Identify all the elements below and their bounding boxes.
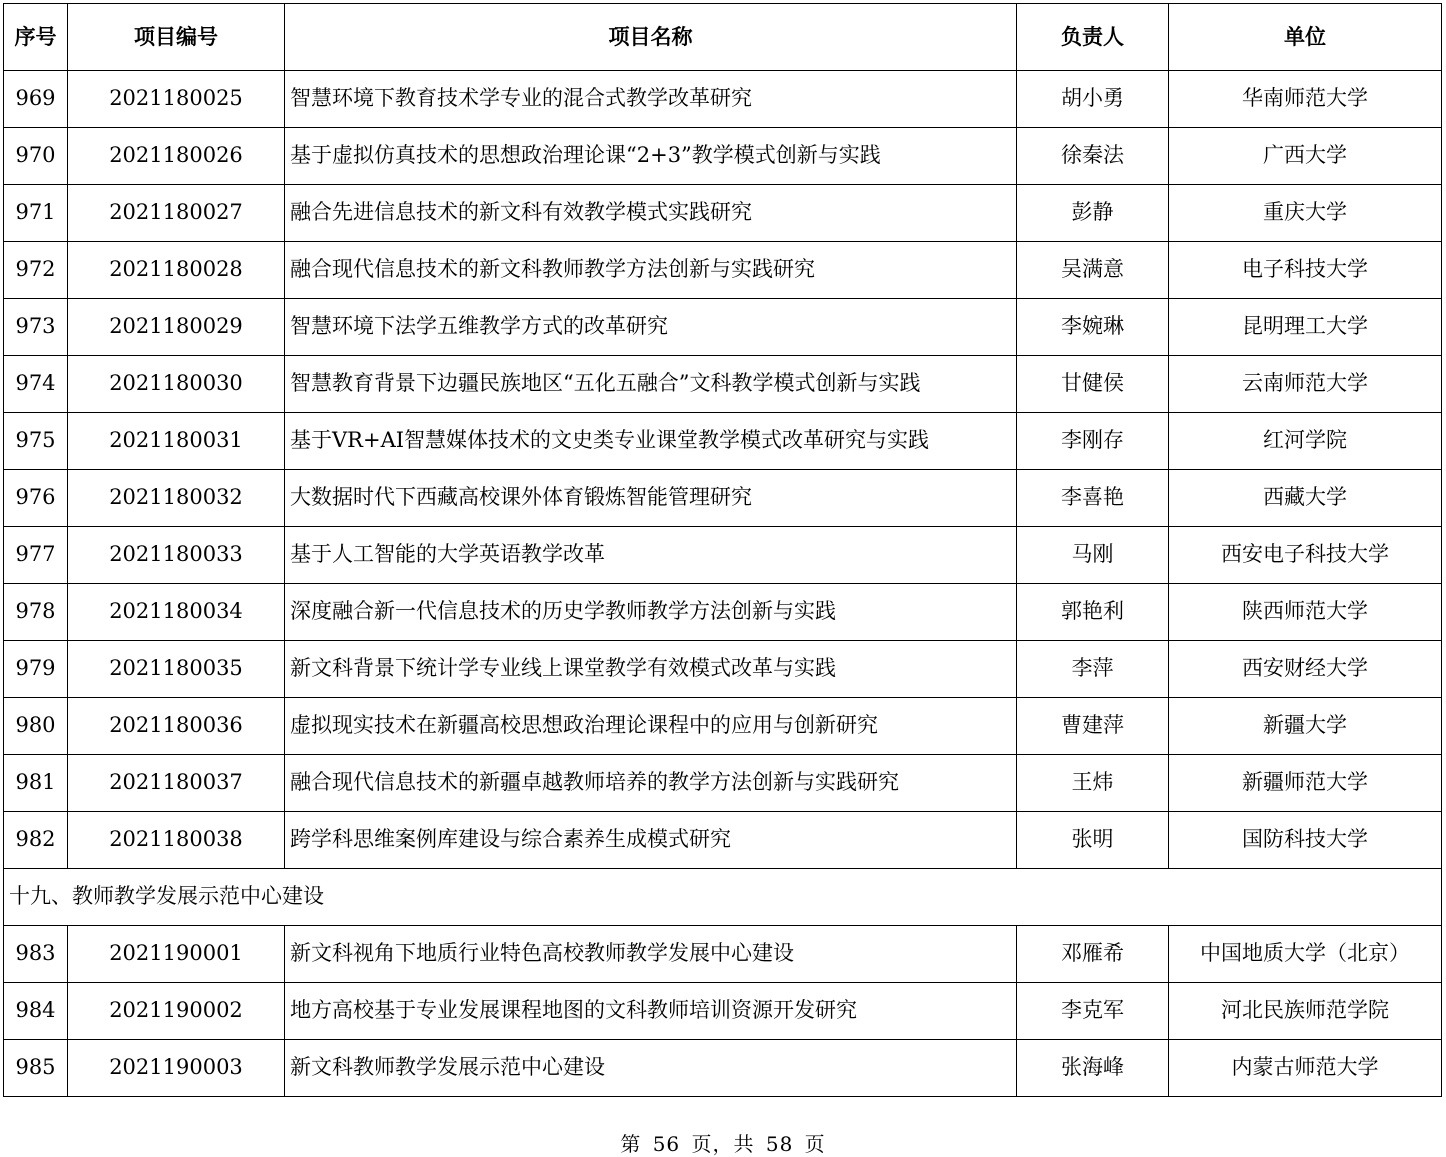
cell-leader: 李萍 (1017, 641, 1169, 698)
cell-leader: 曹建萍 (1017, 698, 1169, 755)
cell-unit: 新疆大学 (1169, 698, 1442, 755)
cell-code: 2021180032 (68, 470, 285, 527)
project-table (3, 3, 1442, 1097)
cell-unit: 电子科技大学 (1169, 242, 1442, 299)
cell-leader: 张明 (1017, 812, 1169, 869)
cell-name: 融合先进信息技术的新文科有效教学模式实践研究 (285, 185, 1017, 242)
table-row (4, 755, 1442, 812)
table-row (4, 299, 1442, 356)
cell-seq: 974 (4, 356, 68, 413)
cell-unit: 重庆大学 (1169, 185, 1442, 242)
cell-unit: 新疆师范大学 (1169, 755, 1442, 812)
cell-leader: 马刚 (1017, 527, 1169, 584)
cell-code: 2021180025 (68, 71, 285, 128)
cell-leader: 郭艳利 (1017, 584, 1169, 641)
cell-name: 跨学科思维案例库建设与综合素养生成模式研究 (285, 812, 1017, 869)
footer-total-pages: 58 (765, 1132, 794, 1156)
footer-suffix: 页 (804, 1132, 826, 1156)
cell-name: 基于虚拟仿真技术的思想政治理论课“2+3”教学模式创新与实践 (285, 128, 1017, 185)
cell-leader: 胡小勇 (1017, 71, 1169, 128)
cell-name: 大数据时代下西藏高校课外体育锻炼智能管理研究 (285, 470, 1017, 527)
table-header-row (4, 4, 1442, 71)
cell-code: 2021190001 (68, 926, 285, 983)
cell-code: 2021190003 (68, 1040, 285, 1097)
cell-code: 2021180029 (68, 299, 285, 356)
table-row (4, 584, 1442, 641)
table-row (4, 812, 1442, 869)
project-table-body (4, 4, 1442, 1097)
footer-mid: 页，共 (691, 1132, 755, 1156)
cell-seq: 975 (4, 413, 68, 470)
cell-seq: 973 (4, 299, 68, 356)
table-row (4, 128, 1442, 185)
cell-unit: 华南师范大学 (1169, 71, 1442, 128)
cell-unit: 西安电子科技大学 (1169, 527, 1442, 584)
cell-seq: 983 (4, 926, 68, 983)
cell-unit: 中国地质大学（北京） (1169, 926, 1442, 983)
cell-seq: 971 (4, 185, 68, 242)
cell-unit: 河北民族师范学院 (1169, 983, 1442, 1040)
cell-leader: 彭静 (1017, 185, 1169, 242)
cell-name: 融合现代信息技术的新文科教师教学方法创新与实践研究 (285, 242, 1017, 299)
cell-name: 新文科视角下地质行业特色高校教师教学发展中心建设 (285, 926, 1017, 983)
cell-seq: 970 (4, 128, 68, 185)
cell-unit: 红河学院 (1169, 413, 1442, 470)
cell-leader: 邓雁希 (1017, 926, 1169, 983)
cell-code: 2021180038 (68, 812, 285, 869)
cell-leader: 徐秦法 (1017, 128, 1169, 185)
cell-seq: 982 (4, 812, 68, 869)
cell-seq: 972 (4, 242, 68, 299)
cell-name: 基于人工智能的大学英语教学改革 (285, 527, 1017, 584)
header-code: 项目编号 (68, 4, 285, 71)
cell-code: 2021190002 (68, 983, 285, 1040)
cell-unit: 内蒙古师范大学 (1169, 1040, 1442, 1097)
cell-leader: 张海峰 (1017, 1040, 1169, 1097)
cell-leader: 甘健侯 (1017, 356, 1169, 413)
cell-name: 智慧环境下法学五维教学方式的改革研究 (285, 299, 1017, 356)
cell-seq: 981 (4, 755, 68, 812)
cell-code: 2021180031 (68, 413, 285, 470)
table-row (4, 983, 1442, 1040)
cell-name: 智慧环境下教育技术学专业的混合式教学改革研究 (285, 71, 1017, 128)
cell-name: 新文科教师教学发展示范中心建设 (285, 1040, 1017, 1097)
table-row (4, 926, 1442, 983)
cell-code: 2021180035 (68, 641, 285, 698)
cell-code: 2021180033 (68, 527, 285, 584)
cell-name: 新文科背景下统计学专业线上课堂教学有效模式改革与实践 (285, 641, 1017, 698)
cell-code: 2021180027 (68, 185, 285, 242)
cell-seq: 976 (4, 470, 68, 527)
cell-leader: 王炜 (1017, 755, 1169, 812)
cell-code: 2021180034 (68, 584, 285, 641)
cell-unit: 陕西师范大学 (1169, 584, 1442, 641)
cell-name: 融合现代信息技术的新疆卓越教师培养的教学方法创新与实践研究 (285, 755, 1017, 812)
cell-name: 基于VR+AI智慧媒体技术的文史类专业课堂教学模式改革研究与实践 (285, 413, 1017, 470)
cell-name: 深度融合新一代信息技术的历史学教师教学方法创新与实践 (285, 584, 1017, 641)
table-row (4, 71, 1442, 128)
footer-prefix: 第 (620, 1132, 642, 1156)
cell-name: 地方高校基于专业发展课程地图的文科教师培训资源开发研究 (285, 983, 1017, 1040)
cell-seq: 969 (4, 71, 68, 128)
table-row (4, 1040, 1442, 1097)
header-name: 项目名称 (285, 4, 1017, 71)
table-row (4, 356, 1442, 413)
page-footer (0, 1128, 1446, 1157)
footer-page-number: 56 (652, 1132, 681, 1156)
cell-unit: 昆明理工大学 (1169, 299, 1442, 356)
cell-seq: 979 (4, 641, 68, 698)
cell-seq: 977 (4, 527, 68, 584)
table-row (4, 413, 1442, 470)
section-row (4, 869, 1442, 926)
cell-unit: 国防科技大学 (1169, 812, 1442, 869)
cell-seq: 980 (4, 698, 68, 755)
cell-leader: 李刚存 (1017, 413, 1169, 470)
header-leader: 负责人 (1017, 4, 1169, 71)
cell-leader: 李克军 (1017, 983, 1169, 1040)
cell-leader: 吴满意 (1017, 242, 1169, 299)
header-seq: 序号 (4, 4, 68, 71)
cell-unit: 西安财经大学 (1169, 641, 1442, 698)
table-row (4, 698, 1442, 755)
table-row (4, 242, 1442, 299)
cell-name: 虚拟现实技术在新疆高校思想政治理论课程中的应用与创新研究 (285, 698, 1017, 755)
cell-unit: 广西大学 (1169, 128, 1442, 185)
cell-name: 智慧教育背景下边疆民族地区“五化五融合”文科教学模式创新与实践 (285, 356, 1017, 413)
header-unit: 单位 (1169, 4, 1442, 71)
cell-unit: 西藏大学 (1169, 470, 1442, 527)
section-title: 十九、教师教学发展示范中心建设 (4, 869, 1442, 926)
cell-unit: 云南师范大学 (1169, 356, 1442, 413)
cell-seq: 985 (4, 1040, 68, 1097)
cell-code: 2021180036 (68, 698, 285, 755)
cell-leader: 李婉琳 (1017, 299, 1169, 356)
cell-code: 2021180030 (68, 356, 285, 413)
cell-seq: 984 (4, 983, 68, 1040)
table-row (4, 527, 1442, 584)
table-row (4, 185, 1442, 242)
cell-seq: 978 (4, 584, 68, 641)
cell-code: 2021180028 (68, 242, 285, 299)
table-row (4, 470, 1442, 527)
cell-code: 2021180026 (68, 128, 285, 185)
table-row (4, 641, 1442, 698)
cell-code: 2021180037 (68, 755, 285, 812)
cell-leader: 李喜艳 (1017, 470, 1169, 527)
